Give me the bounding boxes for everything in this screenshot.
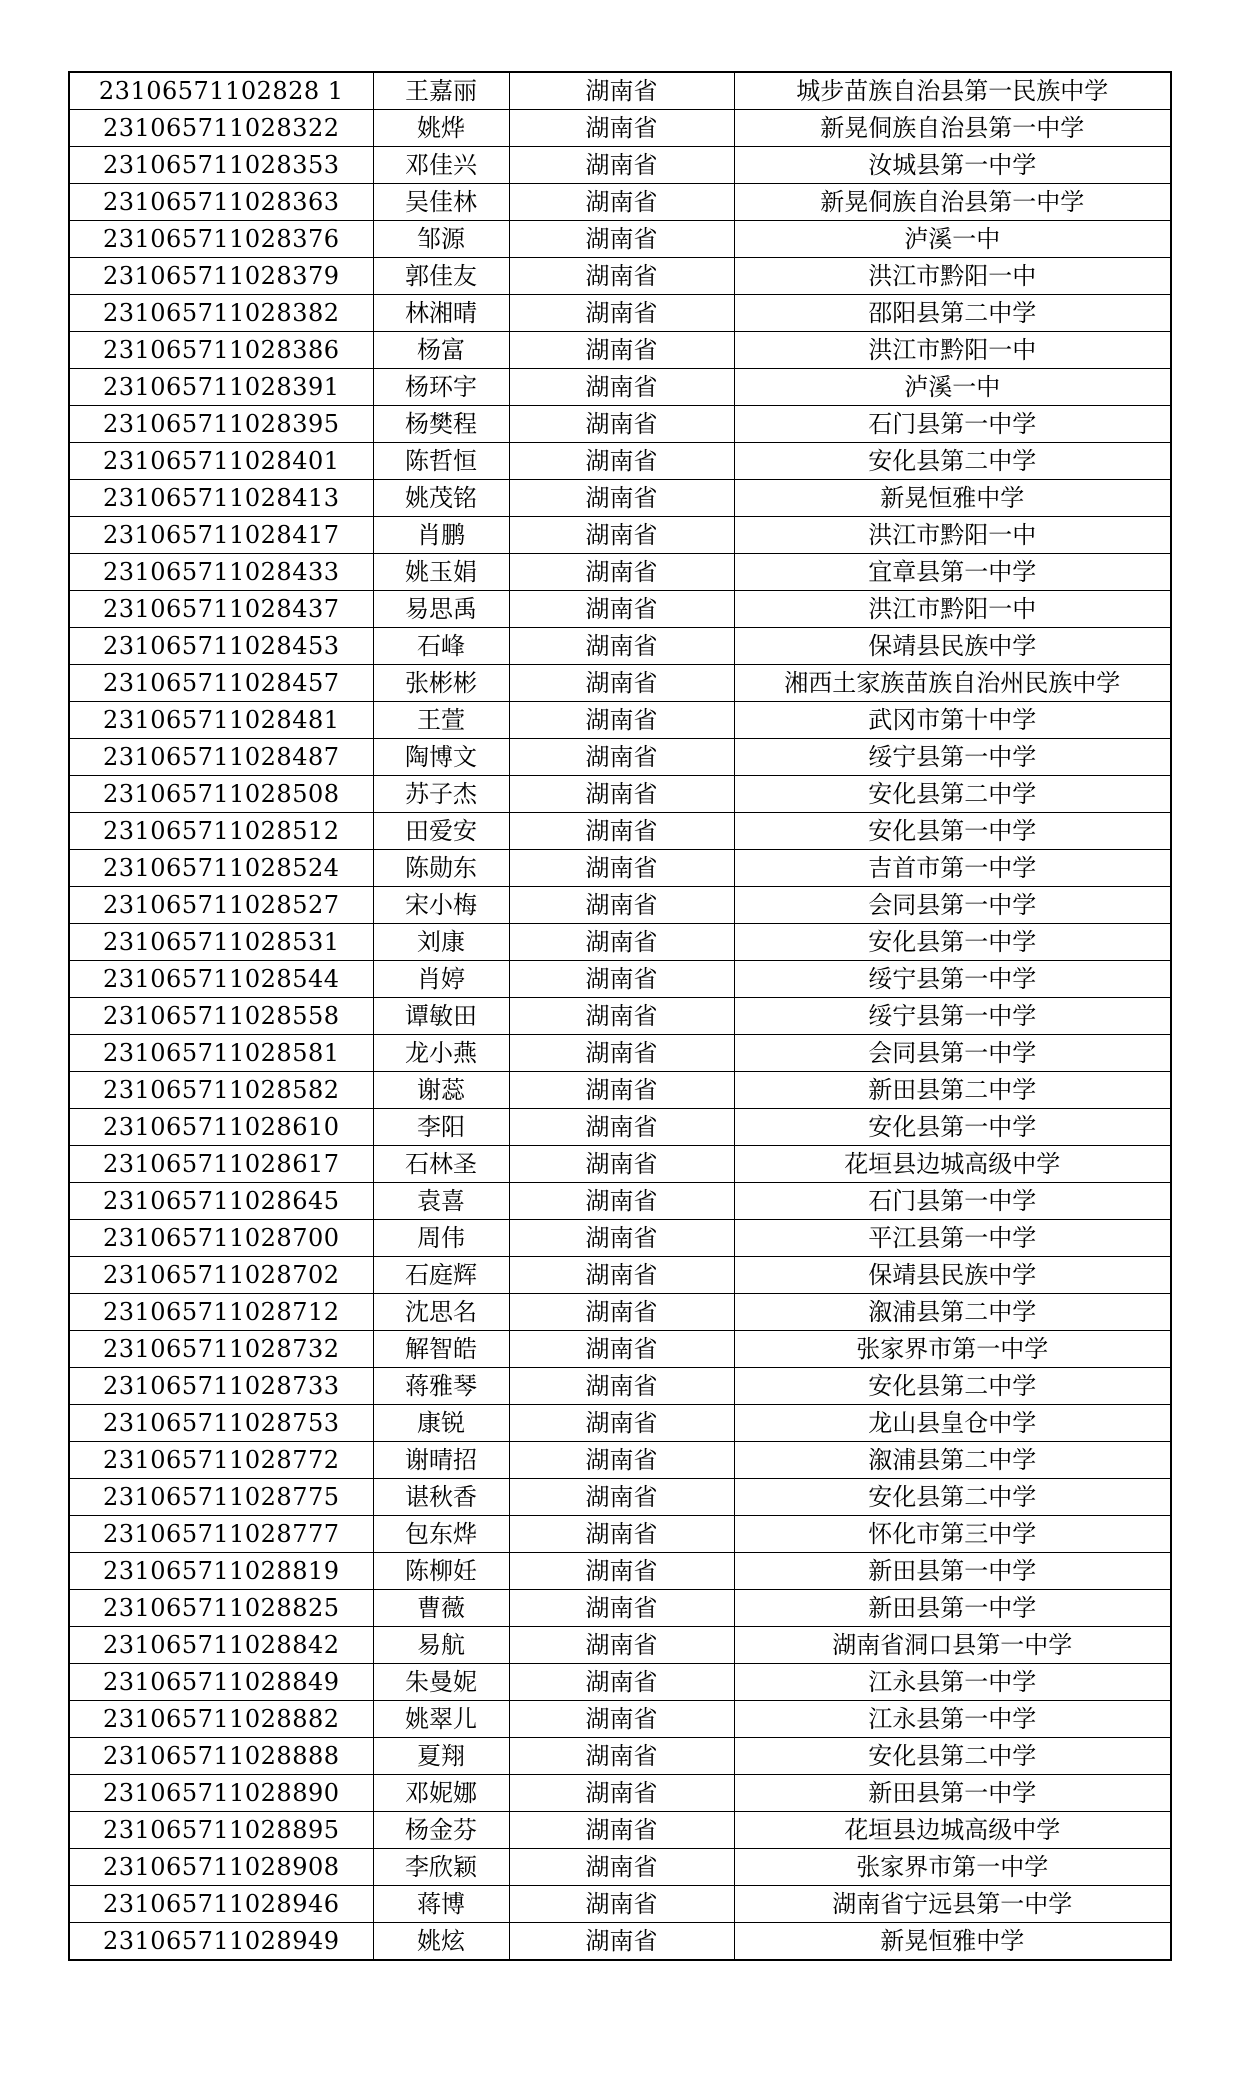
province-cell: 湖南省	[509, 332, 734, 369]
student-id-cell: 231065711028842	[69, 1627, 373, 1664]
student-id-cell: 231065711028946	[69, 1886, 373, 1923]
student-id-cell: 231065711028732	[69, 1331, 373, 1368]
table-row	[69, 1405, 1171, 1442]
table-row	[69, 1294, 1171, 1331]
student-name-cell: 康锐	[373, 1405, 509, 1442]
table-row	[69, 1664, 1171, 1701]
table-row	[69, 1516, 1171, 1553]
student-id-cell: 231065711028712	[69, 1294, 373, 1331]
school-cell: 绥宁县第一中学	[734, 961, 1171, 998]
table-row	[69, 1442, 1171, 1479]
student-name-cell: 苏子杰	[373, 776, 509, 813]
table-row	[69, 1923, 1171, 1961]
student-id-cell: 231065711028376	[69, 221, 373, 258]
province-cell: 湖南省	[509, 1072, 734, 1109]
student-name-cell: 杨环宇	[373, 369, 509, 406]
school-cell: 安化县第一中学	[734, 924, 1171, 961]
student-id-cell: 231065711028888	[69, 1738, 373, 1775]
school-cell: 新晃恒雅中学	[734, 480, 1171, 517]
province-cell: 湖南省	[509, 480, 734, 517]
school-cell: 洪江市黔阳一中	[734, 591, 1171, 628]
student-name-cell: 肖鹏	[373, 517, 509, 554]
table-row	[69, 591, 1171, 628]
school-cell: 安化县第二中学	[734, 1368, 1171, 1405]
school-cell: 湖南省洞口县第一中学	[734, 1627, 1171, 1664]
school-cell: 新晃恒雅中学	[734, 1923, 1171, 1961]
roster-body	[69, 72, 1171, 1960]
student-id-cell: 231065711028508	[69, 776, 373, 813]
school-cell: 湖南省宁远县第一中学	[734, 1886, 1171, 1923]
province-cell: 湖南省	[509, 665, 734, 702]
table-row	[69, 1775, 1171, 1812]
table-row	[69, 702, 1171, 739]
table-row	[69, 110, 1171, 147]
school-cell: 安化县第二中学	[734, 1738, 1171, 1775]
student-id-cell: 231065711028581	[69, 1035, 373, 1072]
student-name-cell: 易航	[373, 1627, 509, 1664]
student-name-cell: 易思禹	[373, 591, 509, 628]
student-name-cell: 张彬彬	[373, 665, 509, 702]
student-name-cell: 姚翠儿	[373, 1701, 509, 1738]
table-row	[69, 1146, 1171, 1183]
table-row	[69, 628, 1171, 665]
province-cell: 湖南省	[509, 1146, 734, 1183]
student-id-cell: 231065711028772	[69, 1442, 373, 1479]
student-name-cell: 蒋雅琴	[373, 1368, 509, 1405]
province-cell: 湖南省	[509, 554, 734, 591]
student-id-cell: 231065711028702	[69, 1257, 373, 1294]
student-id-cell: 231065711028825	[69, 1590, 373, 1627]
school-cell: 邵阳县第二中学	[734, 295, 1171, 332]
school-cell: 新田县第二中学	[734, 1072, 1171, 1109]
province-cell: 湖南省	[509, 813, 734, 850]
student-name-cell: 邓佳兴	[373, 147, 509, 184]
student-id-cell: 231065711028582	[69, 1072, 373, 1109]
table-row	[69, 665, 1171, 702]
school-cell: 安化县第一中学	[734, 813, 1171, 850]
province-cell: 湖南省	[509, 258, 734, 295]
table-row	[69, 443, 1171, 480]
table-row	[69, 998, 1171, 1035]
student-name-cell: 谭敏田	[373, 998, 509, 1035]
province-cell: 湖南省	[509, 443, 734, 480]
table-row	[69, 1331, 1171, 1368]
table-row	[69, 72, 1171, 110]
province-cell: 湖南省	[509, 1035, 734, 1072]
student-id-cell: 231065711028610	[69, 1109, 373, 1146]
student-name-cell: 郭佳友	[373, 258, 509, 295]
school-cell: 吉首市第一中学	[734, 850, 1171, 887]
table-row	[69, 295, 1171, 332]
student-name-cell: 朱曼妮	[373, 1664, 509, 1701]
student-name-cell: 姚玉娟	[373, 554, 509, 591]
student-name-cell: 李欣颖	[373, 1849, 509, 1886]
student-name-cell: 李阳	[373, 1109, 509, 1146]
province-cell: 湖南省	[509, 1257, 734, 1294]
student-id-cell: 231065711028395	[69, 406, 373, 443]
school-cell: 安化县第一中学	[734, 1109, 1171, 1146]
student-name-cell: 沈思名	[373, 1294, 509, 1331]
school-cell: 怀化市第三中学	[734, 1516, 1171, 1553]
student-id-cell: 231065711028417	[69, 517, 373, 554]
table-row	[69, 739, 1171, 776]
table-row	[69, 1220, 1171, 1257]
school-cell: 新田县第一中学	[734, 1590, 1171, 1627]
student-name-cell: 陶博文	[373, 739, 509, 776]
table-row	[69, 406, 1171, 443]
student-id-cell: 231065711028379	[69, 258, 373, 295]
table-row	[69, 1812, 1171, 1849]
province-cell: 湖南省	[509, 961, 734, 998]
student-id-cell: 231065711028890	[69, 1775, 373, 1812]
school-cell: 溆浦县第二中学	[734, 1442, 1171, 1479]
student-id-cell: 231065711028453	[69, 628, 373, 665]
student-id-cell: 231065711028382	[69, 295, 373, 332]
student-id-cell: 231065711028700	[69, 1220, 373, 1257]
table-row	[69, 554, 1171, 591]
student-name-cell: 谌秋香	[373, 1479, 509, 1516]
province-cell: 湖南省	[509, 1405, 734, 1442]
student-id-cell: 231065711028819	[69, 1553, 373, 1590]
table-row	[69, 1035, 1171, 1072]
student-name-cell: 王萱	[373, 702, 509, 739]
school-cell: 泸溪一中	[734, 369, 1171, 406]
student-id-cell: 231065711028733	[69, 1368, 373, 1405]
student-id-cell: 231065711028777	[69, 1516, 373, 1553]
table-row	[69, 776, 1171, 813]
student-id-cell: 231065711028949	[69, 1923, 373, 1961]
school-cell: 新晃侗族自治县第一中学	[734, 110, 1171, 147]
student-name-cell: 石峰	[373, 628, 509, 665]
student-name-cell: 刘康	[373, 924, 509, 961]
province-cell: 湖南省	[509, 1109, 734, 1146]
province-cell: 湖南省	[509, 1442, 734, 1479]
school-cell: 龙山县皇仓中学	[734, 1405, 1171, 1442]
student-name-cell: 曹薇	[373, 1590, 509, 1627]
table-row	[69, 1701, 1171, 1738]
table-row	[69, 1738, 1171, 1775]
school-cell: 张家界市第一中学	[734, 1849, 1171, 1886]
student-name-cell: 宋小梅	[373, 887, 509, 924]
school-cell: 张家界市第一中学	[734, 1331, 1171, 1368]
school-cell: 安化县第二中学	[734, 776, 1171, 813]
student-id-cell: 231065711028908	[69, 1849, 373, 1886]
school-cell: 会同县第一中学	[734, 887, 1171, 924]
province-cell: 湖南省	[509, 1516, 734, 1553]
school-cell: 城步苗族自治县第一民族中学	[734, 72, 1171, 110]
school-cell: 溆浦县第二中学	[734, 1294, 1171, 1331]
student-name-cell: 姚茂铭	[373, 480, 509, 517]
school-cell: 江永县第一中学	[734, 1701, 1171, 1738]
province-cell: 湖南省	[509, 1923, 734, 1961]
school-cell: 洪江市黔阳一中	[734, 332, 1171, 369]
province-cell: 湖南省	[509, 1664, 734, 1701]
student-name-cell: 谢晴招	[373, 1442, 509, 1479]
province-cell: 湖南省	[509, 1220, 734, 1257]
school-cell: 绥宁县第一中学	[734, 998, 1171, 1035]
student-name-cell: 陈哲恒	[373, 443, 509, 480]
student-id-cell: 231065711028481	[69, 702, 373, 739]
school-cell: 绥宁县第一中学	[734, 739, 1171, 776]
province-cell: 湖南省	[509, 850, 734, 887]
province-cell: 湖南省	[509, 1479, 734, 1516]
province-cell: 湖南省	[509, 517, 734, 554]
student-id-cell: 231065711028413	[69, 480, 373, 517]
province-cell: 湖南省	[509, 72, 734, 110]
student-id-cell: 231065711028882	[69, 1701, 373, 1738]
school-cell: 石门县第一中学	[734, 1183, 1171, 1220]
province-cell: 湖南省	[509, 998, 734, 1035]
table-row	[69, 1590, 1171, 1627]
student-id-cell: 231065711028437	[69, 591, 373, 628]
student-name-cell: 夏翔	[373, 1738, 509, 1775]
province-cell: 湖南省	[509, 147, 734, 184]
school-cell: 保靖县民族中学	[734, 1257, 1171, 1294]
table-row	[69, 1627, 1171, 1664]
student-roster-table	[68, 71, 1172, 1961]
table-row	[69, 813, 1171, 850]
table-row	[69, 1072, 1171, 1109]
student-id-cell: 231065711028322	[69, 110, 373, 147]
table-row	[69, 961, 1171, 998]
province-cell: 湖南省	[509, 184, 734, 221]
table-row	[69, 184, 1171, 221]
student-name-cell: 姚烨	[373, 110, 509, 147]
province-cell: 湖南省	[509, 1183, 734, 1220]
school-cell: 安化县第二中学	[734, 1479, 1171, 1516]
province-cell: 湖南省	[509, 702, 734, 739]
school-cell: 洪江市黔阳一中	[734, 517, 1171, 554]
student-name-cell: 邹源	[373, 221, 509, 258]
student-id-cell: 231065711028487	[69, 739, 373, 776]
table-row	[69, 924, 1171, 961]
table-row	[69, 517, 1171, 554]
school-cell: 花垣县边城高级中学	[734, 1812, 1171, 1849]
table-row	[69, 1109, 1171, 1146]
student-id-cell: 231065711028524	[69, 850, 373, 887]
student-id-cell: 231065711028457	[69, 665, 373, 702]
student-name-cell: 杨樊程	[373, 406, 509, 443]
table-row	[69, 1553, 1171, 1590]
student-id-cell: 23106571102828 1	[69, 72, 373, 110]
student-name-cell: 蒋博	[373, 1886, 509, 1923]
school-cell: 新晃侗族自治县第一中学	[734, 184, 1171, 221]
table-row	[69, 332, 1171, 369]
student-id-cell: 231065711028531	[69, 924, 373, 961]
student-name-cell: 石庭辉	[373, 1257, 509, 1294]
school-cell: 江永县第一中学	[734, 1664, 1171, 1701]
school-cell: 武冈市第十中学	[734, 702, 1171, 739]
student-name-cell: 陈柳妊	[373, 1553, 509, 1590]
school-cell: 花垣县边城高级中学	[734, 1146, 1171, 1183]
student-id-cell: 231065711028433	[69, 554, 373, 591]
student-name-cell: 袁喜	[373, 1183, 509, 1220]
student-id-cell: 231065711028775	[69, 1479, 373, 1516]
province-cell: 湖南省	[509, 1849, 734, 1886]
student-id-cell: 231065711028558	[69, 998, 373, 1035]
province-cell: 湖南省	[509, 628, 734, 665]
student-id-cell: 231065711028544	[69, 961, 373, 998]
student-name-cell: 龙小燕	[373, 1035, 509, 1072]
table-row	[69, 1257, 1171, 1294]
province-cell: 湖南省	[509, 739, 734, 776]
table-row	[69, 221, 1171, 258]
student-id-cell: 231065711028645	[69, 1183, 373, 1220]
table-row	[69, 1849, 1171, 1886]
school-cell: 保靖县民族中学	[734, 628, 1171, 665]
school-cell: 安化县第二中学	[734, 443, 1171, 480]
student-id-cell: 231065711028512	[69, 813, 373, 850]
student-name-cell: 石林圣	[373, 1146, 509, 1183]
student-id-cell: 231065711028617	[69, 1146, 373, 1183]
table-row	[69, 1886, 1171, 1923]
student-name-cell: 肖婷	[373, 961, 509, 998]
table-row	[69, 369, 1171, 406]
province-cell: 湖南省	[509, 295, 734, 332]
table-row	[69, 1368, 1171, 1405]
table-row	[69, 850, 1171, 887]
province-cell: 湖南省	[509, 1331, 734, 1368]
school-cell: 湘西土家族苗族自治州民族中学	[734, 665, 1171, 702]
student-name-cell: 杨金芬	[373, 1812, 509, 1849]
student-name-cell: 邓妮娜	[373, 1775, 509, 1812]
province-cell: 湖南省	[509, 1738, 734, 1775]
student-name-cell: 吴佳林	[373, 184, 509, 221]
student-name-cell: 解智皓	[373, 1331, 509, 1368]
student-id-cell: 231065711028386	[69, 332, 373, 369]
student-name-cell: 王嘉丽	[373, 72, 509, 110]
table-row	[69, 1183, 1171, 1220]
province-cell: 湖南省	[509, 1701, 734, 1738]
student-id-cell: 231065711028527	[69, 887, 373, 924]
province-cell: 湖南省	[509, 221, 734, 258]
student-id-cell: 231065711028895	[69, 1812, 373, 1849]
student-name-cell: 林湘晴	[373, 295, 509, 332]
school-cell: 洪江市黔阳一中	[734, 258, 1171, 295]
student-name-cell: 杨富	[373, 332, 509, 369]
province-cell: 湖南省	[509, 110, 734, 147]
school-cell: 宜章县第一中学	[734, 554, 1171, 591]
province-cell: 湖南省	[509, 591, 734, 628]
school-cell: 汝城县第一中学	[734, 147, 1171, 184]
school-cell: 泸溪一中	[734, 221, 1171, 258]
student-name-cell: 谢蕊	[373, 1072, 509, 1109]
province-cell: 湖南省	[509, 1368, 734, 1405]
province-cell: 湖南省	[509, 924, 734, 961]
student-name-cell: 田爱安	[373, 813, 509, 850]
province-cell: 湖南省	[509, 406, 734, 443]
student-id-cell: 231065711028401	[69, 443, 373, 480]
table-row	[69, 147, 1171, 184]
student-id-cell: 231065711028753	[69, 1405, 373, 1442]
student-id-cell: 231065711028363	[69, 184, 373, 221]
table-row	[69, 1479, 1171, 1516]
table-row	[69, 258, 1171, 295]
student-name-cell: 周伟	[373, 1220, 509, 1257]
school-cell: 平江县第一中学	[734, 1220, 1171, 1257]
school-cell: 会同县第一中学	[734, 1035, 1171, 1072]
province-cell: 湖南省	[509, 1294, 734, 1331]
table-row	[69, 887, 1171, 924]
province-cell: 湖南省	[509, 1812, 734, 1849]
province-cell: 湖南省	[509, 1590, 734, 1627]
school-cell: 石门县第一中学	[734, 406, 1171, 443]
school-cell: 新田县第一中学	[734, 1553, 1171, 1590]
province-cell: 湖南省	[509, 1886, 734, 1923]
student-id-cell: 231065711028353	[69, 147, 373, 184]
student-name-cell: 包东烨	[373, 1516, 509, 1553]
school-cell: 新田县第一中学	[734, 1775, 1171, 1812]
province-cell: 湖南省	[509, 369, 734, 406]
province-cell: 湖南省	[509, 1627, 734, 1664]
student-name-cell: 陈勋东	[373, 850, 509, 887]
province-cell: 湖南省	[509, 1553, 734, 1590]
student-name-cell: 姚炫	[373, 1923, 509, 1961]
province-cell: 湖南省	[509, 776, 734, 813]
province-cell: 湖南省	[509, 887, 734, 924]
province-cell: 湖南省	[509, 1775, 734, 1812]
student-id-cell: 231065711028391	[69, 369, 373, 406]
student-id-cell: 231065711028849	[69, 1664, 373, 1701]
table-row	[69, 480, 1171, 517]
